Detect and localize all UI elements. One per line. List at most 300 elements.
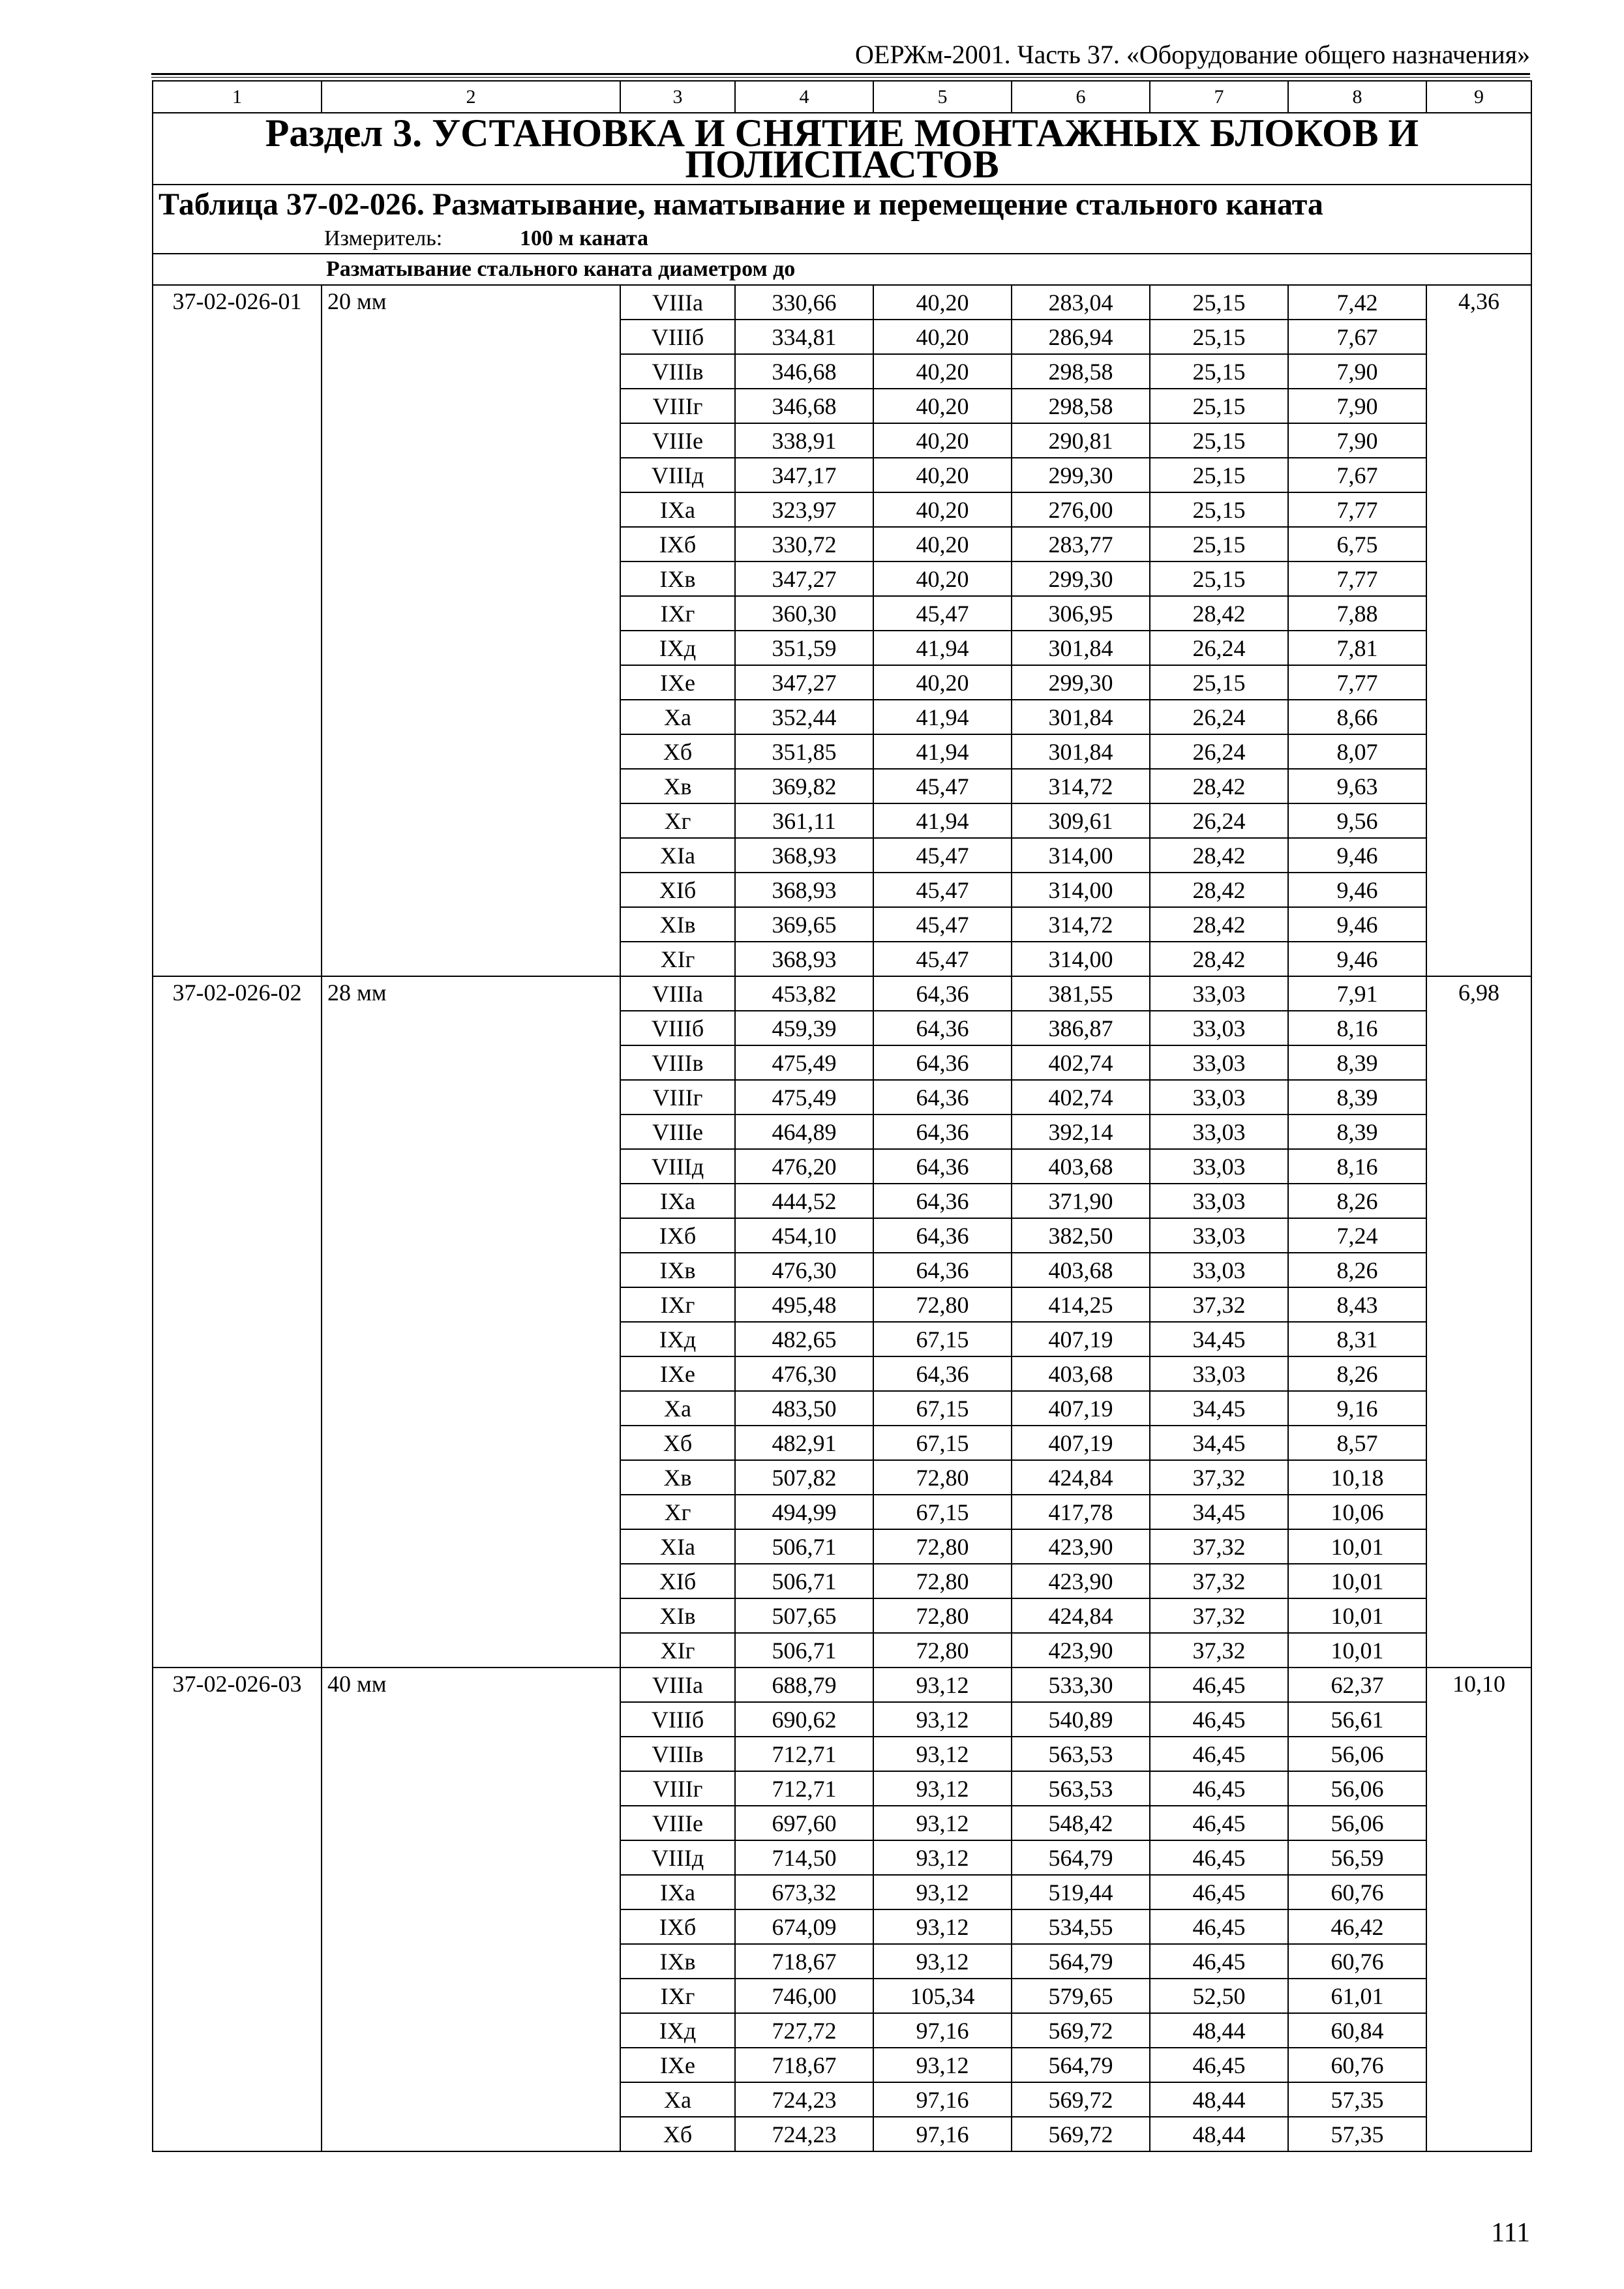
wages-cell: 97,16 xyxy=(873,2013,1012,2048)
materials-cell: 8,16 xyxy=(1288,1011,1426,1045)
machines-cell: 382,50 xyxy=(1012,1218,1150,1253)
total-cost-cell: 482,91 xyxy=(735,1426,873,1460)
total-cost-cell: 346,68 xyxy=(735,389,873,423)
materials-cell: 7,90 xyxy=(1288,389,1426,423)
machines-cell: 299,30 xyxy=(1012,458,1150,492)
machinists-wages-cell: 33,03 xyxy=(1150,1149,1288,1184)
zone-cell: VIIIа xyxy=(620,976,735,1011)
zone-cell: IXд xyxy=(620,631,735,665)
wages-cell: 93,12 xyxy=(873,1806,1012,1840)
wages-cell: 64,36 xyxy=(873,1080,1012,1115)
machines-cell: 424,84 xyxy=(1012,1598,1150,1633)
materials-cell: 60,76 xyxy=(1288,1944,1426,1979)
wages-cell: 97,16 xyxy=(873,2082,1012,2117)
zone-cell: XIб xyxy=(620,1564,735,1598)
machinists-wages-cell: 28,42 xyxy=(1150,838,1288,873)
table-title-row xyxy=(153,185,1531,224)
total-cost-cell: 369,82 xyxy=(735,769,873,803)
running-header: ОЕРЖм-2001. Часть 37. «Оборудование общего назначения» xyxy=(855,40,1530,69)
wages-cell: 64,36 xyxy=(873,1356,1012,1391)
machinists-wages-cell: 25,15 xyxy=(1150,492,1288,527)
materials-cell: 56,06 xyxy=(1288,1737,1426,1771)
machinists-wages-cell: 46,45 xyxy=(1150,1668,1288,1702)
machinists-wages-cell: 33,03 xyxy=(1150,1356,1288,1391)
wages-cell: 72,80 xyxy=(873,1633,1012,1668)
machines-cell: 569,72 xyxy=(1012,2082,1150,2117)
machines-cell: 314,00 xyxy=(1012,873,1150,907)
wages-cell: 93,12 xyxy=(873,1909,1012,1944)
wages-cell: 93,12 xyxy=(873,1840,1012,1875)
wages-cell: 67,15 xyxy=(873,1322,1012,1356)
rate-code: 37-02-026-02 xyxy=(153,976,322,1668)
materials-cell: 10,01 xyxy=(1288,1598,1426,1633)
machinists-wages-cell: 26,24 xyxy=(1150,803,1288,838)
wages-cell: 41,94 xyxy=(873,700,1012,734)
machinists-wages-cell: 25,15 xyxy=(1150,423,1288,458)
materials-cell: 9,16 xyxy=(1288,1391,1426,1426)
table-title: Таблица 37-02-026. Разматывание, наматывание и перемещение стального каната xyxy=(153,185,1531,224)
zone-cell: VIIIе xyxy=(620,1806,735,1840)
materials-cell: 8,16 xyxy=(1288,1149,1426,1184)
total-cost-cell: 459,39 xyxy=(735,1011,873,1045)
total-cost-cell: 746,00 xyxy=(735,1979,873,2013)
machines-cell: 564,79 xyxy=(1012,1840,1150,1875)
materials-cell: 7,91 xyxy=(1288,976,1426,1011)
materials-cell: 60,76 xyxy=(1288,2048,1426,2082)
materials-cell: 7,77 xyxy=(1288,665,1426,700)
total-cost-cell: 338,91 xyxy=(735,423,873,458)
wages-cell: 64,36 xyxy=(873,1253,1012,1287)
materials-cell: 8,07 xyxy=(1288,734,1426,769)
machinists-wages-cell: 48,44 xyxy=(1150,2082,1288,2117)
column-number: 1 xyxy=(153,81,322,113)
materials-cell: 7,81 xyxy=(1288,631,1426,665)
materials-cell: 56,06 xyxy=(1288,1806,1426,1840)
wages-cell: 41,94 xyxy=(873,631,1012,665)
total-cost-cell: 454,10 xyxy=(735,1218,873,1253)
machinists-wages-cell: 46,45 xyxy=(1150,1737,1288,1771)
machines-cell: 569,72 xyxy=(1012,2117,1150,2151)
wages-cell: 64,36 xyxy=(873,1149,1012,1184)
zone-cell: VIIIв xyxy=(620,1737,735,1771)
materials-cell: 60,84 xyxy=(1288,2013,1426,2048)
wages-cell: 45,47 xyxy=(873,873,1012,907)
zone-cell: VIIIб xyxy=(620,320,735,354)
machines-cell: 371,90 xyxy=(1012,1184,1150,1218)
materials-cell: 9,46 xyxy=(1288,873,1426,907)
wages-cell: 64,36 xyxy=(873,1045,1012,1080)
total-cost-cell: 482,65 xyxy=(735,1322,873,1356)
machinists-wages-cell: 33,03 xyxy=(1150,1218,1288,1253)
materials-cell: 7,88 xyxy=(1288,596,1426,631)
materials-cell: 7,77 xyxy=(1288,492,1426,527)
zone-cell: VIIIг xyxy=(620,1771,735,1806)
machinists-wages-cell: 28,42 xyxy=(1150,873,1288,907)
machinists-wages-cell: 26,24 xyxy=(1150,631,1288,665)
zone-cell: IXа xyxy=(620,492,735,527)
table-body xyxy=(153,81,1531,2151)
header-rule xyxy=(151,73,1530,75)
zone-cell: VIIIе xyxy=(620,1115,735,1149)
machines-cell: 392,14 xyxy=(1012,1115,1150,1149)
wages-cell: 40,20 xyxy=(873,665,1012,700)
page-number: 111 xyxy=(1491,2218,1530,2248)
total-cost-cell: 724,23 xyxy=(735,2082,873,2117)
machines-cell: 402,74 xyxy=(1012,1045,1150,1080)
total-cost-cell: 352,44 xyxy=(735,700,873,734)
machinists-wages-cell: 25,15 xyxy=(1150,458,1288,492)
total-cost-cell: 330,72 xyxy=(735,527,873,561)
zone-cell: Xг xyxy=(620,803,735,838)
machines-cell: 283,77 xyxy=(1012,527,1150,561)
zone-cell: VIIIа xyxy=(620,285,735,320)
zone-cell: XIв xyxy=(620,1598,735,1633)
column-number: 7 xyxy=(1150,81,1288,113)
wages-cell: 64,36 xyxy=(873,1184,1012,1218)
zone-cell: VIIIб xyxy=(620,1702,735,1737)
zone-cell: VIIIг xyxy=(620,389,735,423)
section-title xyxy=(153,113,1531,185)
machinists-wages-cell: 37,32 xyxy=(1150,1460,1288,1495)
machinists-wages-cell: 25,15 xyxy=(1150,285,1288,320)
machines-cell: 286,94 xyxy=(1012,320,1150,354)
wages-cell: 93,12 xyxy=(873,1944,1012,1979)
table-row xyxy=(153,976,1531,1011)
machinists-wages-cell: 25,15 xyxy=(1150,561,1288,596)
total-cost-cell: 476,20 xyxy=(735,1149,873,1184)
total-cost-cell: 351,59 xyxy=(735,631,873,665)
machinists-wages-cell: 52,50 xyxy=(1150,1979,1288,2013)
machinists-wages-cell: 46,45 xyxy=(1150,1806,1288,1840)
zone-cell: IXе xyxy=(620,2048,735,2082)
wages-cell: 72,80 xyxy=(873,1564,1012,1598)
materials-cell: 56,61 xyxy=(1288,1702,1426,1737)
total-cost-cell: 444,52 xyxy=(735,1184,873,1218)
wages-cell: 41,94 xyxy=(873,734,1012,769)
machines-cell: 301,84 xyxy=(1012,734,1150,769)
zone-cell: Xа xyxy=(620,700,735,734)
zone-cell: VIIIб xyxy=(620,1011,735,1045)
machines-cell: 298,58 xyxy=(1012,389,1150,423)
machines-cell: 533,30 xyxy=(1012,1668,1150,1702)
machinists-wages-cell: 25,15 xyxy=(1150,354,1288,389)
wages-cell: 67,15 xyxy=(873,1426,1012,1460)
wages-cell: 64,36 xyxy=(873,1011,1012,1045)
machinists-wages-cell: 34,45 xyxy=(1150,1391,1288,1426)
machinists-wages-cell: 28,42 xyxy=(1150,769,1288,803)
machines-cell: 290,81 xyxy=(1012,423,1150,458)
zone-cell: VIIIг xyxy=(620,1080,735,1115)
total-cost-cell: 673,32 xyxy=(735,1875,873,1909)
machines-cell: 314,00 xyxy=(1012,838,1150,873)
machinists-wages-cell: 33,03 xyxy=(1150,976,1288,1011)
zone-cell: IXа xyxy=(620,1184,735,1218)
wages-cell: 40,20 xyxy=(873,492,1012,527)
zone-cell: IXа xyxy=(620,1875,735,1909)
machinists-wages-cell: 34,45 xyxy=(1150,1495,1288,1529)
total-cost-cell: 507,82 xyxy=(735,1460,873,1495)
zone-cell: XIа xyxy=(620,1529,735,1564)
total-cost-cell: 727,72 xyxy=(735,2013,873,2048)
machinists-wages-cell: 48,44 xyxy=(1150,2117,1288,2151)
materials-cell: 7,67 xyxy=(1288,458,1426,492)
zone-cell: IXб xyxy=(620,1218,735,1253)
materials-cell: 10,01 xyxy=(1288,1633,1426,1668)
column-number: 8 xyxy=(1288,81,1426,113)
zone-cell: VIIIд xyxy=(620,1149,735,1184)
total-cost-cell: 464,89 xyxy=(735,1115,873,1149)
machinists-wages-cell: 33,03 xyxy=(1150,1184,1288,1218)
meter-label: Измеритель: xyxy=(324,226,443,250)
zone-cell: IXв xyxy=(620,1944,735,1979)
total-cost-cell: 360,30 xyxy=(735,596,873,631)
total-cost-cell: 712,71 xyxy=(735,1737,873,1771)
machines-cell: 299,30 xyxy=(1012,665,1150,700)
zone-cell: Xа xyxy=(620,2082,735,2117)
wages-cell: 40,20 xyxy=(873,285,1012,320)
zone-cell: IXв xyxy=(620,561,735,596)
materials-cell: 56,59 xyxy=(1288,1840,1426,1875)
materials-cell: 60,76 xyxy=(1288,1875,1426,1909)
meter-row xyxy=(153,224,1531,254)
zone-cell: IXг xyxy=(620,1979,735,2013)
zone-cell: IXе xyxy=(620,665,735,700)
zone-cell: XIг xyxy=(620,942,735,976)
total-cost-cell: 506,71 xyxy=(735,1633,873,1668)
machinists-wages-cell: 25,15 xyxy=(1150,527,1288,561)
machines-cell: 314,00 xyxy=(1012,942,1150,976)
zone-cell: Xв xyxy=(620,1460,735,1495)
materials-cell: 8,39 xyxy=(1288,1045,1426,1080)
subheading: Разматывание стального каната диаметром до xyxy=(153,254,1531,285)
machinists-wages-cell: 33,03 xyxy=(1150,1045,1288,1080)
materials-cell: 8,39 xyxy=(1288,1080,1426,1115)
materials-cell: 7,77 xyxy=(1288,561,1426,596)
machines-cell: 301,84 xyxy=(1012,700,1150,734)
column-number: 2 xyxy=(322,81,620,113)
wages-cell: 45,47 xyxy=(873,838,1012,873)
total-cost-cell: 724,23 xyxy=(735,2117,873,2151)
wages-cell: 72,80 xyxy=(873,1287,1012,1322)
machinists-wages-cell: 34,45 xyxy=(1150,1322,1288,1356)
header-rule-thin xyxy=(151,77,1530,78)
materials-cell: 57,35 xyxy=(1288,2082,1426,2117)
materials-cell: 8,26 xyxy=(1288,1253,1426,1287)
materials-cell: 8,31 xyxy=(1288,1322,1426,1356)
zone-cell: VIIIд xyxy=(620,458,735,492)
total-cost-cell: 476,30 xyxy=(735,1253,873,1287)
machinists-wages-cell: 26,24 xyxy=(1150,734,1288,769)
zone-cell: IXг xyxy=(620,596,735,631)
machines-cell: 402,74 xyxy=(1012,1080,1150,1115)
column-number: 5 xyxy=(873,81,1012,113)
machines-cell: 299,30 xyxy=(1012,561,1150,596)
total-cost-cell: 323,97 xyxy=(735,492,873,527)
section-title-row xyxy=(153,113,1531,185)
wages-cell: 93,12 xyxy=(873,1702,1012,1737)
wages-cell: 40,20 xyxy=(873,389,1012,423)
machinists-wages-cell: 33,03 xyxy=(1150,1115,1288,1149)
materials-cell: 62,37 xyxy=(1288,1668,1426,1702)
wages-cell: 67,15 xyxy=(873,1495,1012,1529)
wages-cell: 40,20 xyxy=(873,320,1012,354)
column-number-row xyxy=(153,81,1531,113)
rates-table xyxy=(152,80,1532,2152)
total-cost-cell: 712,71 xyxy=(735,1771,873,1806)
total-cost-cell: 688,79 xyxy=(735,1668,873,1702)
total-cost-cell: 476,30 xyxy=(735,1356,873,1391)
zone-cell: XIг xyxy=(620,1633,735,1668)
wages-cell: 41,94 xyxy=(873,803,1012,838)
machines-cell: 407,19 xyxy=(1012,1322,1150,1356)
rate-name: 40 мм xyxy=(322,1668,620,2151)
total-cost-cell: 507,65 xyxy=(735,1598,873,1633)
zone-cell: VIIIд xyxy=(620,1840,735,1875)
zone-cell: Xб xyxy=(620,734,735,769)
machines-cell: 579,65 xyxy=(1012,1979,1150,2013)
labor-cost-cell: 10,10 xyxy=(1426,1668,1531,2151)
machinists-wages-cell: 46,45 xyxy=(1150,1875,1288,1909)
total-cost-cell: 506,71 xyxy=(735,1529,873,1564)
materials-cell: 9,56 xyxy=(1288,803,1426,838)
zone-cell: XIв xyxy=(620,907,735,942)
machinists-wages-cell: 46,45 xyxy=(1150,1840,1288,1875)
total-cost-cell: 330,66 xyxy=(735,285,873,320)
zone-cell: Xв xyxy=(620,769,735,803)
materials-cell: 7,67 xyxy=(1288,320,1426,354)
zone-cell: IXб xyxy=(620,1909,735,1944)
zone-cell: XIб xyxy=(620,873,735,907)
zone-cell: IXд xyxy=(620,1322,735,1356)
materials-cell: 7,90 xyxy=(1288,354,1426,389)
wages-cell: 64,36 xyxy=(873,1115,1012,1149)
total-cost-cell: 453,82 xyxy=(735,976,873,1011)
wages-cell: 93,12 xyxy=(873,1668,1012,1702)
total-cost-cell: 346,68 xyxy=(735,354,873,389)
machines-cell: 424,84 xyxy=(1012,1460,1150,1495)
machinists-wages-cell: 25,15 xyxy=(1150,665,1288,700)
section-title-line: ПОЛИСПАСТОВ xyxy=(685,143,999,185)
machines-cell: 423,90 xyxy=(1012,1564,1150,1598)
machines-cell: 423,90 xyxy=(1012,1633,1150,1668)
materials-cell: 10,01 xyxy=(1288,1529,1426,1564)
zone-cell: Xа xyxy=(620,1391,735,1426)
machinists-wages-cell: 28,42 xyxy=(1150,596,1288,631)
wages-cell: 97,16 xyxy=(873,2117,1012,2151)
total-cost-cell: 368,93 xyxy=(735,873,873,907)
table-row xyxy=(153,1668,1531,1702)
total-cost-cell: 347,27 xyxy=(735,665,873,700)
total-cost-cell: 475,49 xyxy=(735,1080,873,1115)
materials-cell: 8,26 xyxy=(1288,1184,1426,1218)
materials-cell: 61,01 xyxy=(1288,1979,1426,2013)
machines-cell: 564,79 xyxy=(1012,1944,1150,1979)
machines-cell: 423,90 xyxy=(1012,1529,1150,1564)
machines-cell: 306,95 xyxy=(1012,596,1150,631)
total-cost-cell: 347,27 xyxy=(735,561,873,596)
wages-cell: 72,80 xyxy=(873,1529,1012,1564)
machines-cell: 381,55 xyxy=(1012,976,1150,1011)
zone-cell: IXе xyxy=(620,1356,735,1391)
wages-cell: 72,80 xyxy=(873,1460,1012,1495)
machines-cell: 540,89 xyxy=(1012,1702,1150,1737)
zone-cell: Xб xyxy=(620,2117,735,2151)
materials-cell: 8,39 xyxy=(1288,1115,1426,1149)
machinists-wages-cell: 26,24 xyxy=(1150,700,1288,734)
machinists-wages-cell: 46,45 xyxy=(1150,1771,1288,1806)
machinists-wages-cell: 37,32 xyxy=(1150,1529,1288,1564)
machines-cell: 534,55 xyxy=(1012,1909,1150,1944)
rate-name: 28 мм xyxy=(322,976,620,1668)
materials-cell: 8,57 xyxy=(1288,1426,1426,1460)
materials-cell: 8,26 xyxy=(1288,1356,1426,1391)
wages-cell: 64,36 xyxy=(873,976,1012,1011)
wages-cell: 45,47 xyxy=(873,769,1012,803)
machines-cell: 414,25 xyxy=(1012,1287,1150,1322)
total-cost-cell: 674,09 xyxy=(735,1909,873,1944)
rate-code: 37-02-026-03 xyxy=(153,1668,322,2151)
column-number: 9 xyxy=(1426,81,1531,113)
wages-cell: 67,15 xyxy=(873,1391,1012,1426)
zone-cell: VIIIе xyxy=(620,423,735,458)
machines-cell: 283,04 xyxy=(1012,285,1150,320)
machines-cell: 314,72 xyxy=(1012,769,1150,803)
machines-cell: 314,72 xyxy=(1012,907,1150,942)
wages-cell: 40,20 xyxy=(873,354,1012,389)
wages-cell: 93,12 xyxy=(873,1875,1012,1909)
machinists-wages-cell: 33,03 xyxy=(1150,1253,1288,1287)
total-cost-cell: 334,81 xyxy=(735,320,873,354)
total-cost-cell: 494,99 xyxy=(735,1495,873,1529)
total-cost-cell: 714,50 xyxy=(735,1840,873,1875)
zone-cell: VIIIв xyxy=(620,354,735,389)
machines-cell: 563,53 xyxy=(1012,1771,1150,1806)
wages-cell: 45,47 xyxy=(873,942,1012,976)
machines-cell: 407,19 xyxy=(1012,1426,1150,1460)
materials-cell: 7,90 xyxy=(1288,423,1426,458)
machinists-wages-cell: 37,32 xyxy=(1150,1564,1288,1598)
machinists-wages-cell: 37,32 xyxy=(1150,1287,1288,1322)
wages-cell: 45,47 xyxy=(873,596,1012,631)
zone-cell: Xб xyxy=(620,1426,735,1460)
wages-cell: 105,34 xyxy=(873,1979,1012,2013)
materials-cell: 9,63 xyxy=(1288,769,1426,803)
meter-cell xyxy=(153,224,1531,254)
machinists-wages-cell: 46,45 xyxy=(1150,2048,1288,2082)
machinists-wages-cell: 37,32 xyxy=(1150,1598,1288,1633)
machines-cell: 417,78 xyxy=(1012,1495,1150,1529)
machinists-wages-cell: 25,15 xyxy=(1150,389,1288,423)
machinists-wages-cell: 46,45 xyxy=(1150,1702,1288,1737)
machines-cell: 403,68 xyxy=(1012,1356,1150,1391)
wages-cell: 40,20 xyxy=(873,458,1012,492)
machines-cell: 548,42 xyxy=(1012,1806,1150,1840)
machinists-wages-cell: 33,03 xyxy=(1150,1011,1288,1045)
total-cost-cell: 347,17 xyxy=(735,458,873,492)
materials-cell: 10,01 xyxy=(1288,1564,1426,1598)
machinists-wages-cell: 25,15 xyxy=(1150,320,1288,354)
machines-cell: 276,00 xyxy=(1012,492,1150,527)
rate-code: 37-02-026-01 xyxy=(153,285,322,976)
materials-cell: 56,06 xyxy=(1288,1771,1426,1806)
zone-cell: IXб xyxy=(620,527,735,561)
wages-cell: 64,36 xyxy=(873,1218,1012,1253)
materials-cell: 9,46 xyxy=(1288,838,1426,873)
machinists-wages-cell: 46,45 xyxy=(1150,1944,1288,1979)
materials-cell: 8,43 xyxy=(1288,1287,1426,1322)
machines-cell: 564,79 xyxy=(1012,2048,1150,2082)
machinists-wages-cell: 34,45 xyxy=(1150,1426,1288,1460)
